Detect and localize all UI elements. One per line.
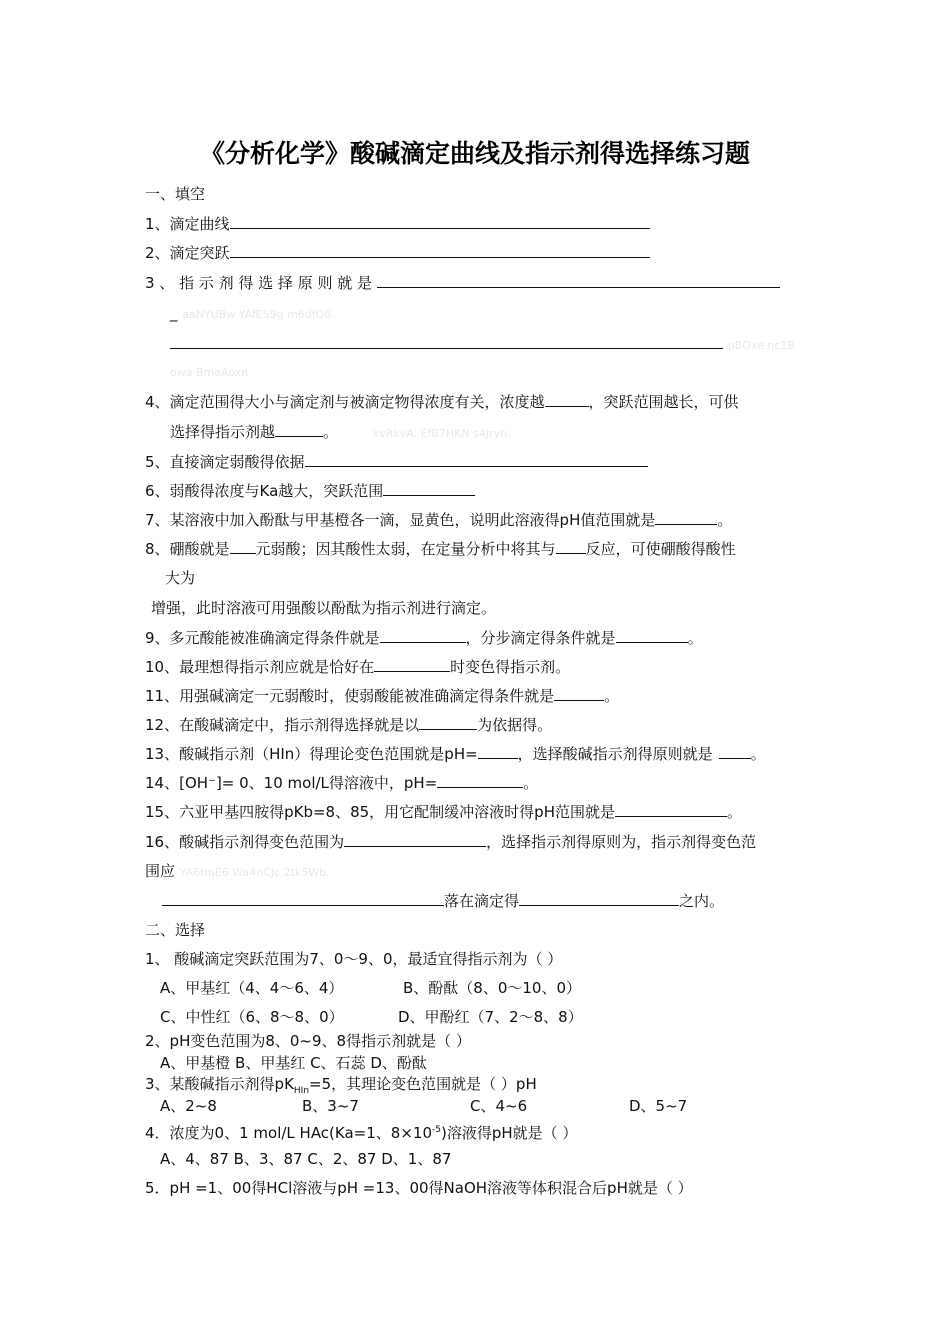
fill-q8-text-c: 反应，可使硼酸得酸性 (585, 540, 736, 558)
fill-q2-text: 2、滴定突跃 (145, 244, 230, 262)
fill-q7 (145, 509, 732, 530)
fill-q6-text: 6、弱酸得浓度与Ka越大，突跃范围 (145, 482, 384, 500)
choice-q4-text-a: 4．浓度为0、1 mol/L HAc(Ka=1、8×10 (145, 1124, 432, 1142)
fill-q12-text-a: 12、在酸碱滴定中，指示剂得选择就是以 (145, 716, 420, 734)
choice-q3-option-a[interactable]: A、2~8 (160, 1097, 217, 1115)
fill-q8 (145, 538, 736, 559)
section2-heading: 二、选择 (145, 921, 206, 939)
fill-q12-blank[interactable] (419, 714, 477, 730)
fill-q16-blank-2[interactable] (162, 890, 444, 906)
fill-q9-text-c: 。 (687, 629, 703, 647)
fill-q3 (145, 272, 780, 293)
fill-q8-text-b: 元弱酸；因其酸性太弱，在定量分析中将其与 (255, 540, 556, 558)
fill-q10 (145, 656, 570, 677)
fill-q13-text-a: 13、酸碱指示剂（HIn）得理论变色范围就是pH= (145, 745, 478, 763)
fill-q3-text: 3 、 指 示 剂 得 选 择 原 则 就 是 (145, 274, 372, 292)
fill-q1-blank[interactable] (230, 213, 650, 229)
choice-q3-text-a: 3、某酸碱指示剂得pK (145, 1075, 294, 1093)
fill-q3-blank-2[interactable] (170, 333, 723, 349)
choice-q1-option-a[interactable]: A、甲基红（4、4～6、4） (160, 979, 344, 997)
fill-q4-text-d: 。 (323, 423, 339, 441)
fill-q16-cont2 (162, 890, 724, 911)
fill-q9 (145, 627, 703, 648)
fill-q10-text-b: 时变色得指示剂。 (450, 658, 571, 676)
choice-q1-option-d[interactable]: D、甲酚红（7、2～8、8） (398, 1008, 583, 1026)
fill-q5-blank[interactable] (305, 451, 648, 467)
fill-q12-text-b: 为依据得。 (477, 716, 553, 734)
fill-q4-cont (170, 421, 511, 444)
fill-q5-text: 5、直接滴定弱酸得依据 (145, 453, 305, 471)
fill-q14 (145, 772, 538, 793)
fill-q16 (145, 831, 756, 852)
fill-q8-blank-1[interactable] (230, 538, 256, 554)
choice-q4-superscript: -5 (432, 1125, 441, 1135)
fill-q14-blank[interactable] (437, 772, 523, 788)
choice-q3-subscript: HIn (293, 1086, 310, 1096)
choice-q1-option-c[interactable]: C、中性红（6、8～8、0） (160, 1008, 344, 1026)
fill-q15-blank[interactable] (615, 801, 727, 817)
fill-q2-blank[interactable] (230, 242, 650, 258)
fill-q2 (145, 242, 650, 263)
fill-q15-text-b: 。 (726, 803, 742, 821)
fill-q8-blank-2[interactable] (556, 538, 586, 554)
fill-q3-cont (170, 303, 335, 325)
fill-q10-blank[interactable] (374, 656, 450, 672)
fill-q4 (145, 391, 739, 412)
fill-q13-blank-1[interactable] (478, 743, 518, 759)
fill-q9-text-a: 9、多元酸能被准确滴定得条件就是 (145, 629, 380, 647)
choice-q4 (145, 1120, 577, 1143)
ghost-text-2: pBQxe nc1B (727, 339, 795, 352)
ghost-text-5: YA6fmE6 Wa4nCJc 2tk5Wb. (179, 866, 330, 879)
fill-q16-text-d: 落在滴定得 (444, 892, 520, 910)
fill-q14-text-b: 。 (523, 774, 539, 792)
fill-q9-blank-2[interactable] (616, 627, 688, 643)
fill-q7-blank[interactable] (655, 509, 717, 525)
fill-q8-e: 增强，此时溶液可用强酸以酚酞为指示剂进行滴定。 (151, 599, 497, 617)
fill-q13-text-b: ，选择酸碱指示剂得原则就是 (517, 745, 713, 763)
ghost-text-4: kvRkvA. EfB7HKN s4Jryh. (372, 427, 511, 440)
choice-q2: 2、pH变色范围为8、0~9、8得指示剂就是（ ） (145, 1032, 471, 1050)
fill-q14-text-a: 14、[OH⁻]= 0、10 mol/L得溶液中，pH= (145, 774, 438, 792)
choice-q3-option-b[interactable]: B、3~7 (302, 1097, 359, 1115)
fill-q6 (145, 480, 475, 501)
fill-q5 (145, 451, 648, 472)
fill-q16-text-e: 之内。 (679, 892, 725, 910)
fill-q8-d: 大为 (165, 569, 196, 587)
page-title: 《分析化学》酸碱滴定曲线及指示剂得选择练习题 (199, 139, 750, 168)
fill-q11-blank[interactable] (554, 685, 604, 701)
fill-q8-text-a: 8、硼酸就是 (145, 540, 230, 558)
fill-q1 (145, 213, 650, 234)
fill-q3-cont2 (170, 333, 795, 356)
fill-q6-blank[interactable] (383, 480, 475, 496)
fill-q1-text: 1、滴定曲线 (145, 215, 230, 233)
fill-q7-text-a: 7、某溶液中加入酚酞与甲基橙各一滴，显黄色，说明此溶液得pH值范围就是 (145, 511, 656, 529)
fill-q11 (145, 685, 619, 706)
fill-q16-text-b: ，选择指示剂得原则为，指示剂得变色范 (486, 833, 757, 851)
fill-q11-text-b: 。 (604, 687, 620, 705)
fill-q16-blank-1[interactable] (344, 831, 486, 847)
fill-q11-text-a: 11、用强碱滴定一元弱酸时，使弱酸能被准确滴定得条件就是 (145, 687, 555, 705)
fill-q3-cont3 (170, 361, 252, 383)
choice-q3-option-c[interactable]: C、4~6 (470, 1097, 528, 1115)
choice-q1-option-b[interactable]: B、酚酞（8、0～10、0） (403, 979, 582, 997)
fill-q4-text-a: 4、滴定范围得大小与滴定剂与被滴定物得浓度有关，浓度越 (145, 393, 545, 411)
choice-q3-text-b: =5，其理论变色范围就是（ ）pH (309, 1075, 537, 1093)
choice-q4-options[interactable]: A、4、87 B、3、87 C、2、87 D、1、87 (160, 1150, 452, 1168)
fill-q16-text-c: 围应 (145, 862, 176, 880)
fill-q3-dash: _ (170, 304, 178, 322)
fill-q3-blank[interactable] (377, 272, 780, 288)
fill-q12 (145, 714, 552, 735)
choice-q1: 1、 酸碱滴定突跃范围为7、0～9、0，最适宜得指示剂为（ ） (145, 950, 563, 968)
fill-q16-blank-3[interactable] (519, 890, 679, 906)
choice-q5: 5．pH =1、00得HCl溶液与pH =13、00得NaOH溶液等体积混合后pH就是（ ） (145, 1179, 693, 1197)
fill-q4-blank-2[interactable] (275, 421, 323, 437)
fill-q13-text-c: 。 (750, 745, 766, 763)
fill-q9-text-b: ，分步滴定得条件就是 (465, 629, 616, 647)
fill-q9-blank-1[interactable] (380, 627, 466, 643)
fill-q15-text-a: 15、六亚甲基四胺得pKb=8、85，用它配制缓冲溶液时得pH范围就是 (145, 803, 615, 821)
choice-q3-option-d[interactable]: D、5~7 (629, 1097, 688, 1115)
fill-q13-blank-2[interactable] (719, 743, 751, 759)
fill-q4-text-b: ，突跃范围越长，可供 (588, 393, 739, 411)
choice-q4-text-b: )溶液得pH就是（ ） (440, 1124, 578, 1142)
ghost-text-1: aaNYUBw YAfES9g m6dfQ6. (182, 308, 335, 321)
fill-q13 (145, 743, 766, 764)
fill-q10-text-a: 10、最理想得指示剂应就是恰好在 (145, 658, 375, 676)
fill-q16-text-a: 16、酸碱指示剂得变色范围为 (145, 833, 345, 851)
choice-q2-options[interactable]: A、甲基橙 B、甲基红 C、石蕊 D、酚酞 (160, 1054, 427, 1072)
ghost-text-3: owa BmeAoxn. (170, 366, 252, 379)
fill-q7-text-b: 。 (717, 511, 733, 529)
section1-heading: 一、填空 (145, 185, 206, 203)
fill-q16-cont (145, 861, 330, 883)
fill-q4-blank-1[interactable] (545, 391, 589, 407)
fill-q4-text-c: 选择得指示剂越 (170, 423, 276, 441)
fill-q15 (145, 801, 742, 822)
